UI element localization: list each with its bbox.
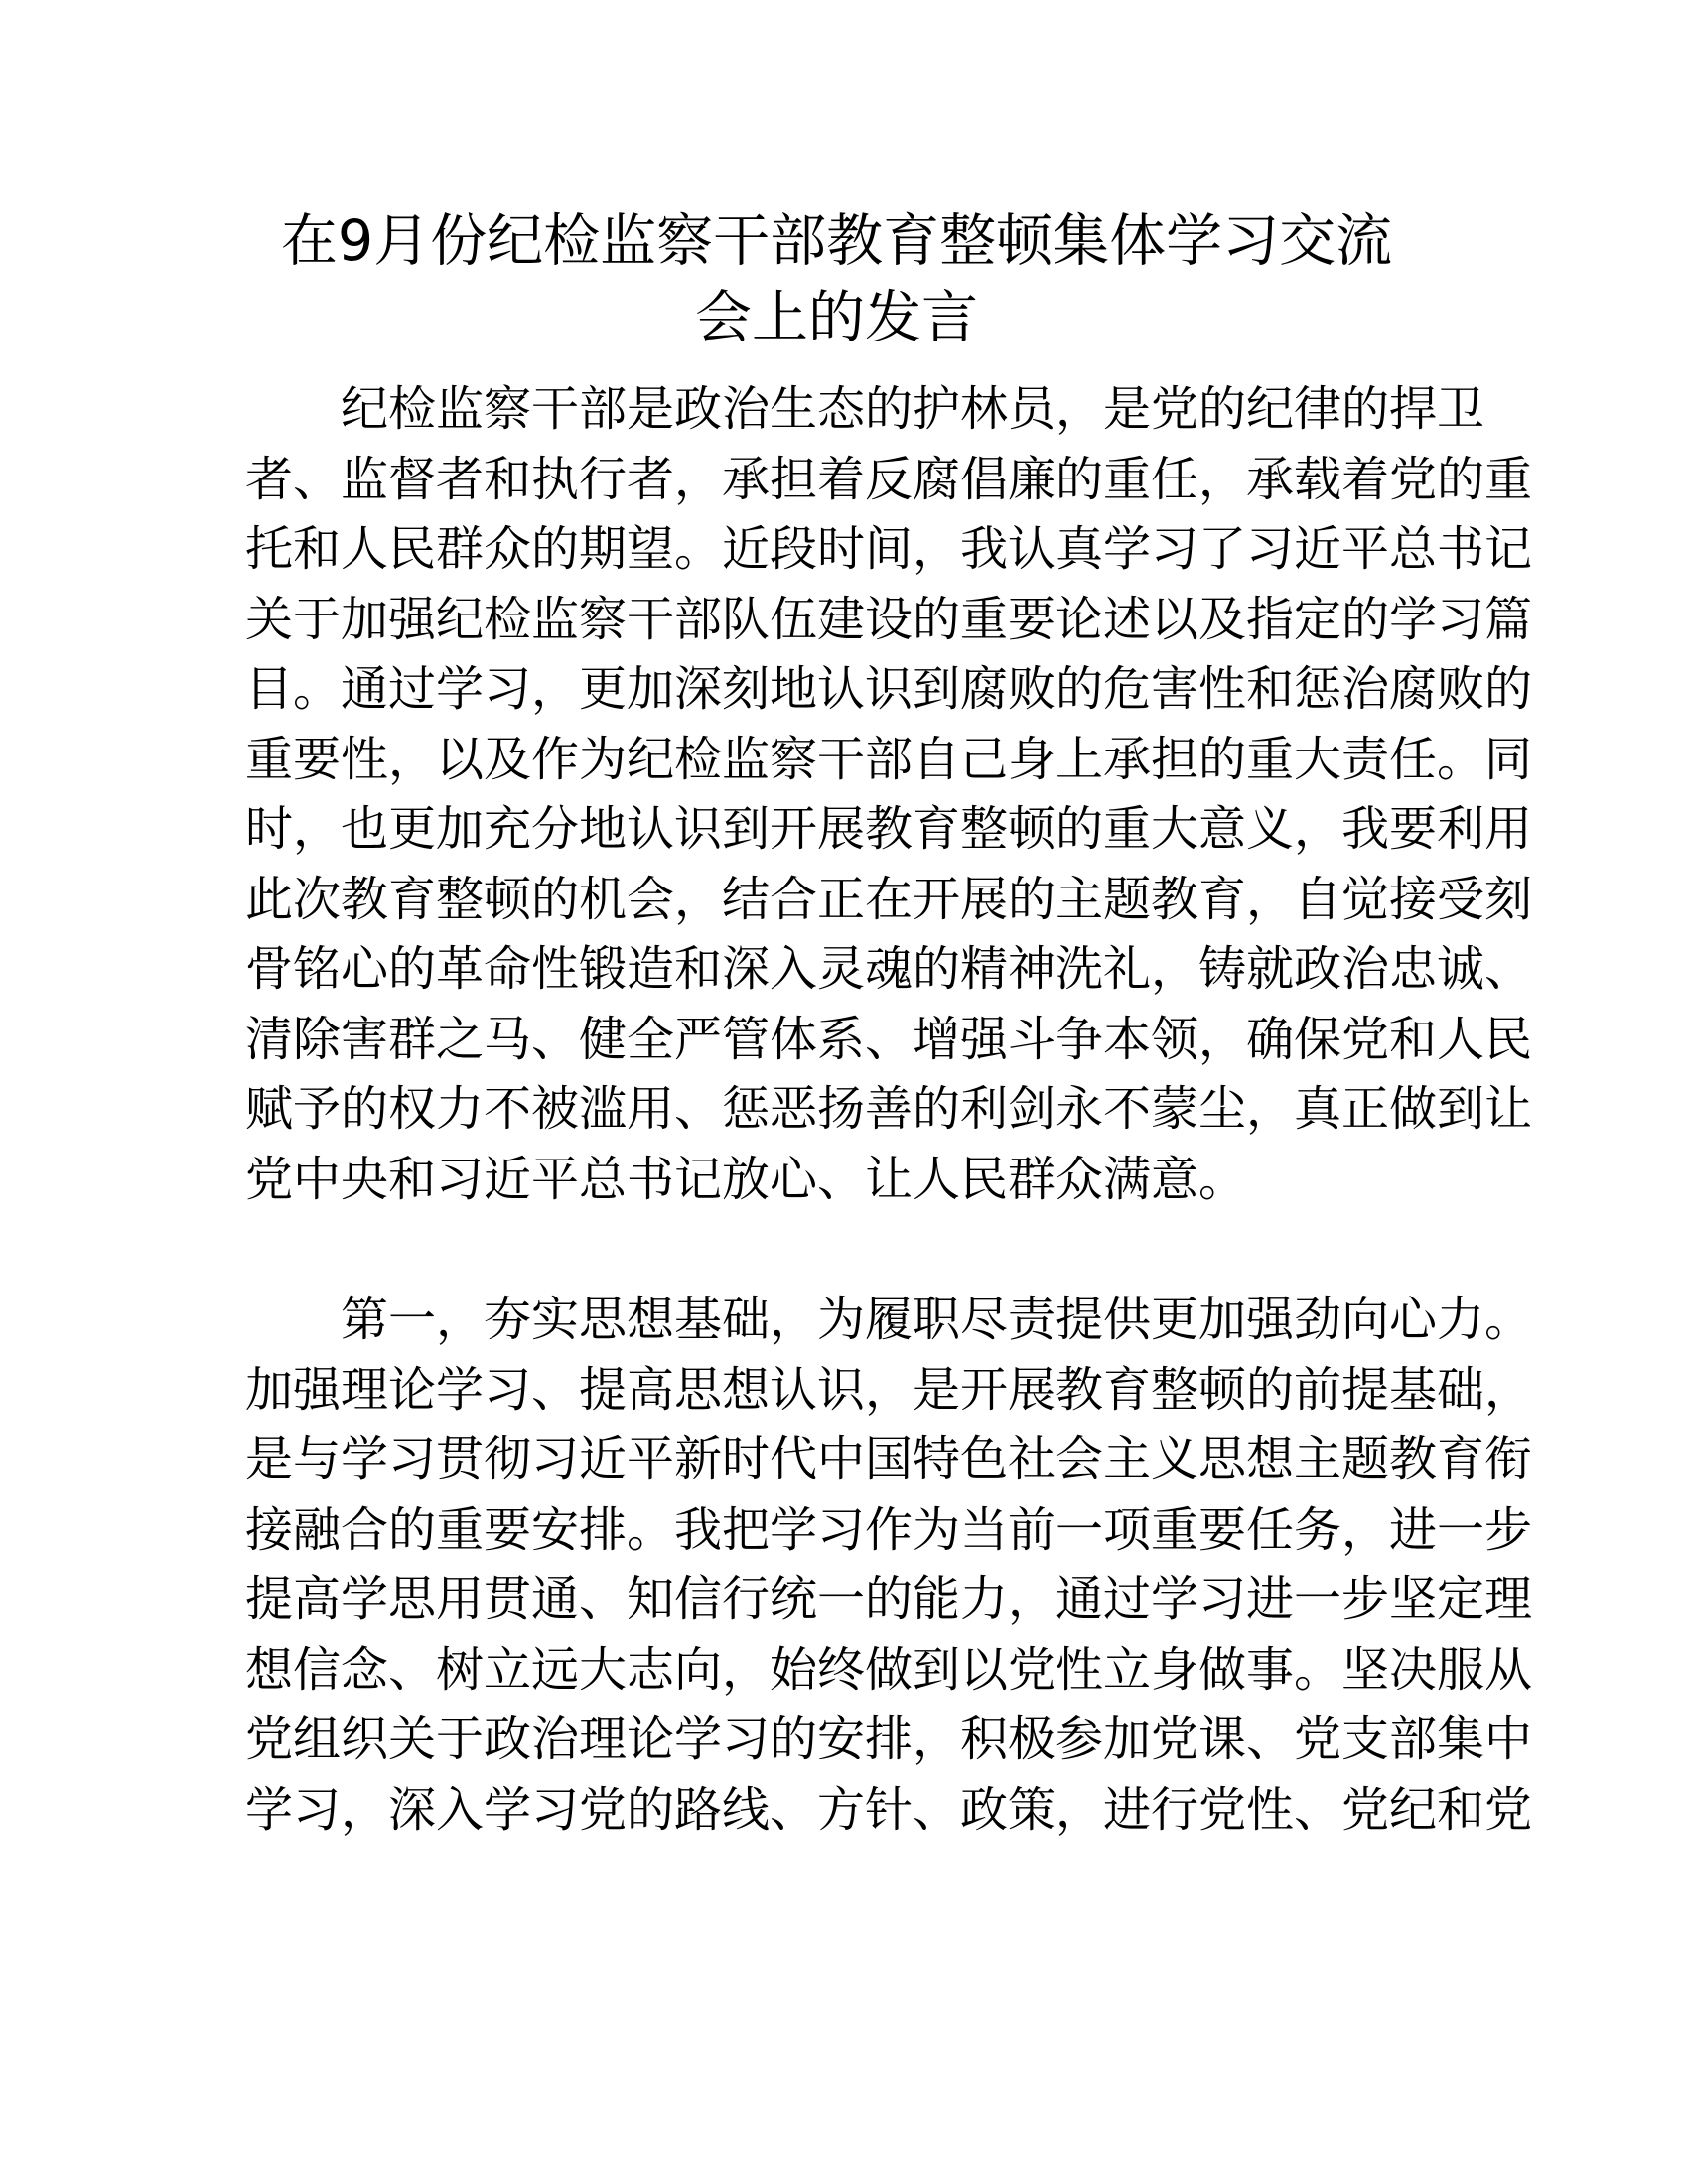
text-line: 加强理论学习、提高思想认识，是开展教育整顿的前提基础， (245, 1361, 1533, 1418)
text-line: 接融合的重要安排。我把学习作为当前一项重要任务，进一步 (245, 1501, 1533, 1558)
title-line: 会上的发言 (695, 285, 978, 350)
text-line: 清除害群之马、健全严管体系、增强斗争本领，确保党和人民 (245, 1011, 1533, 1067)
paragraph-first-point (245, 1285, 1533, 1844)
text-line: 提高学思用贯通、知信行统一的能力，通过学习进一步坚定理 (245, 1571, 1533, 1627)
text-line: 时，也更加充分地认识到开展教育整顿的重大意义，我要利用 (245, 801, 1533, 857)
text-line: 纪检监察干部是政治生态的护林员，是党的纪律的捍卫 (245, 381, 1485, 437)
text-line: 托和人民群众的期望。近段时间，我认真学习了习近平总书记 (245, 521, 1533, 577)
text-line: 目。通过学习，更加深刻地认识到腐败的危害性和惩治腐败的 (245, 661, 1533, 717)
text-line: 赋予的权力不被滥用、惩恶扬善的利剑永不蒙尘，真正做到让 (245, 1081, 1533, 1137)
text-line: 此次教育整顿的机会，结合正在开展的主题教育，自觉接受刻 (245, 871, 1533, 927)
text-line: 想信念、树立远大志向，始终做到以党性立身做事。坚决服从 (245, 1641, 1533, 1698)
document-title (245, 204, 1428, 356)
text-line: 党中央和习近平总书记放心、让人民群众满意。 (245, 1151, 1247, 1207)
title-line: 在9月份纪检监察干部教育整顿集体学习交流 (280, 208, 1393, 274)
paragraph-intro (245, 374, 1533, 1214)
text-line: 骨铭心的革命性锻造和深入灵魂的精神洗礼，铸就政治忠诚、 (245, 941, 1533, 997)
text-line: 第一，夯实思想基础，为履职尽责提供更加强劲向心力。 (245, 1292, 1533, 1347)
text-line: 党组织关于政治理论学习的安排，积极参加党课、党支部集中 (245, 1711, 1533, 1767)
text-line: 者、监督者和执行者，承担着反腐倡廉的重任，承载着党的重 (245, 451, 1533, 507)
text-line: 学习，深入学习党的路线、方针、政策，进行党性、党纪和党 (245, 1781, 1533, 1838)
text-line: 关于加强纪检监察干部队伍建设的重要论述以及指定的学习篇 (245, 591, 1533, 647)
text-line: 重要性，以及作为纪检监察干部自己身上承担的重大责任。同 (245, 731, 1533, 787)
text-line: 是与学习贯彻习近平新时代中国特色社会主义思想主题教育衔 (245, 1432, 1533, 1487)
